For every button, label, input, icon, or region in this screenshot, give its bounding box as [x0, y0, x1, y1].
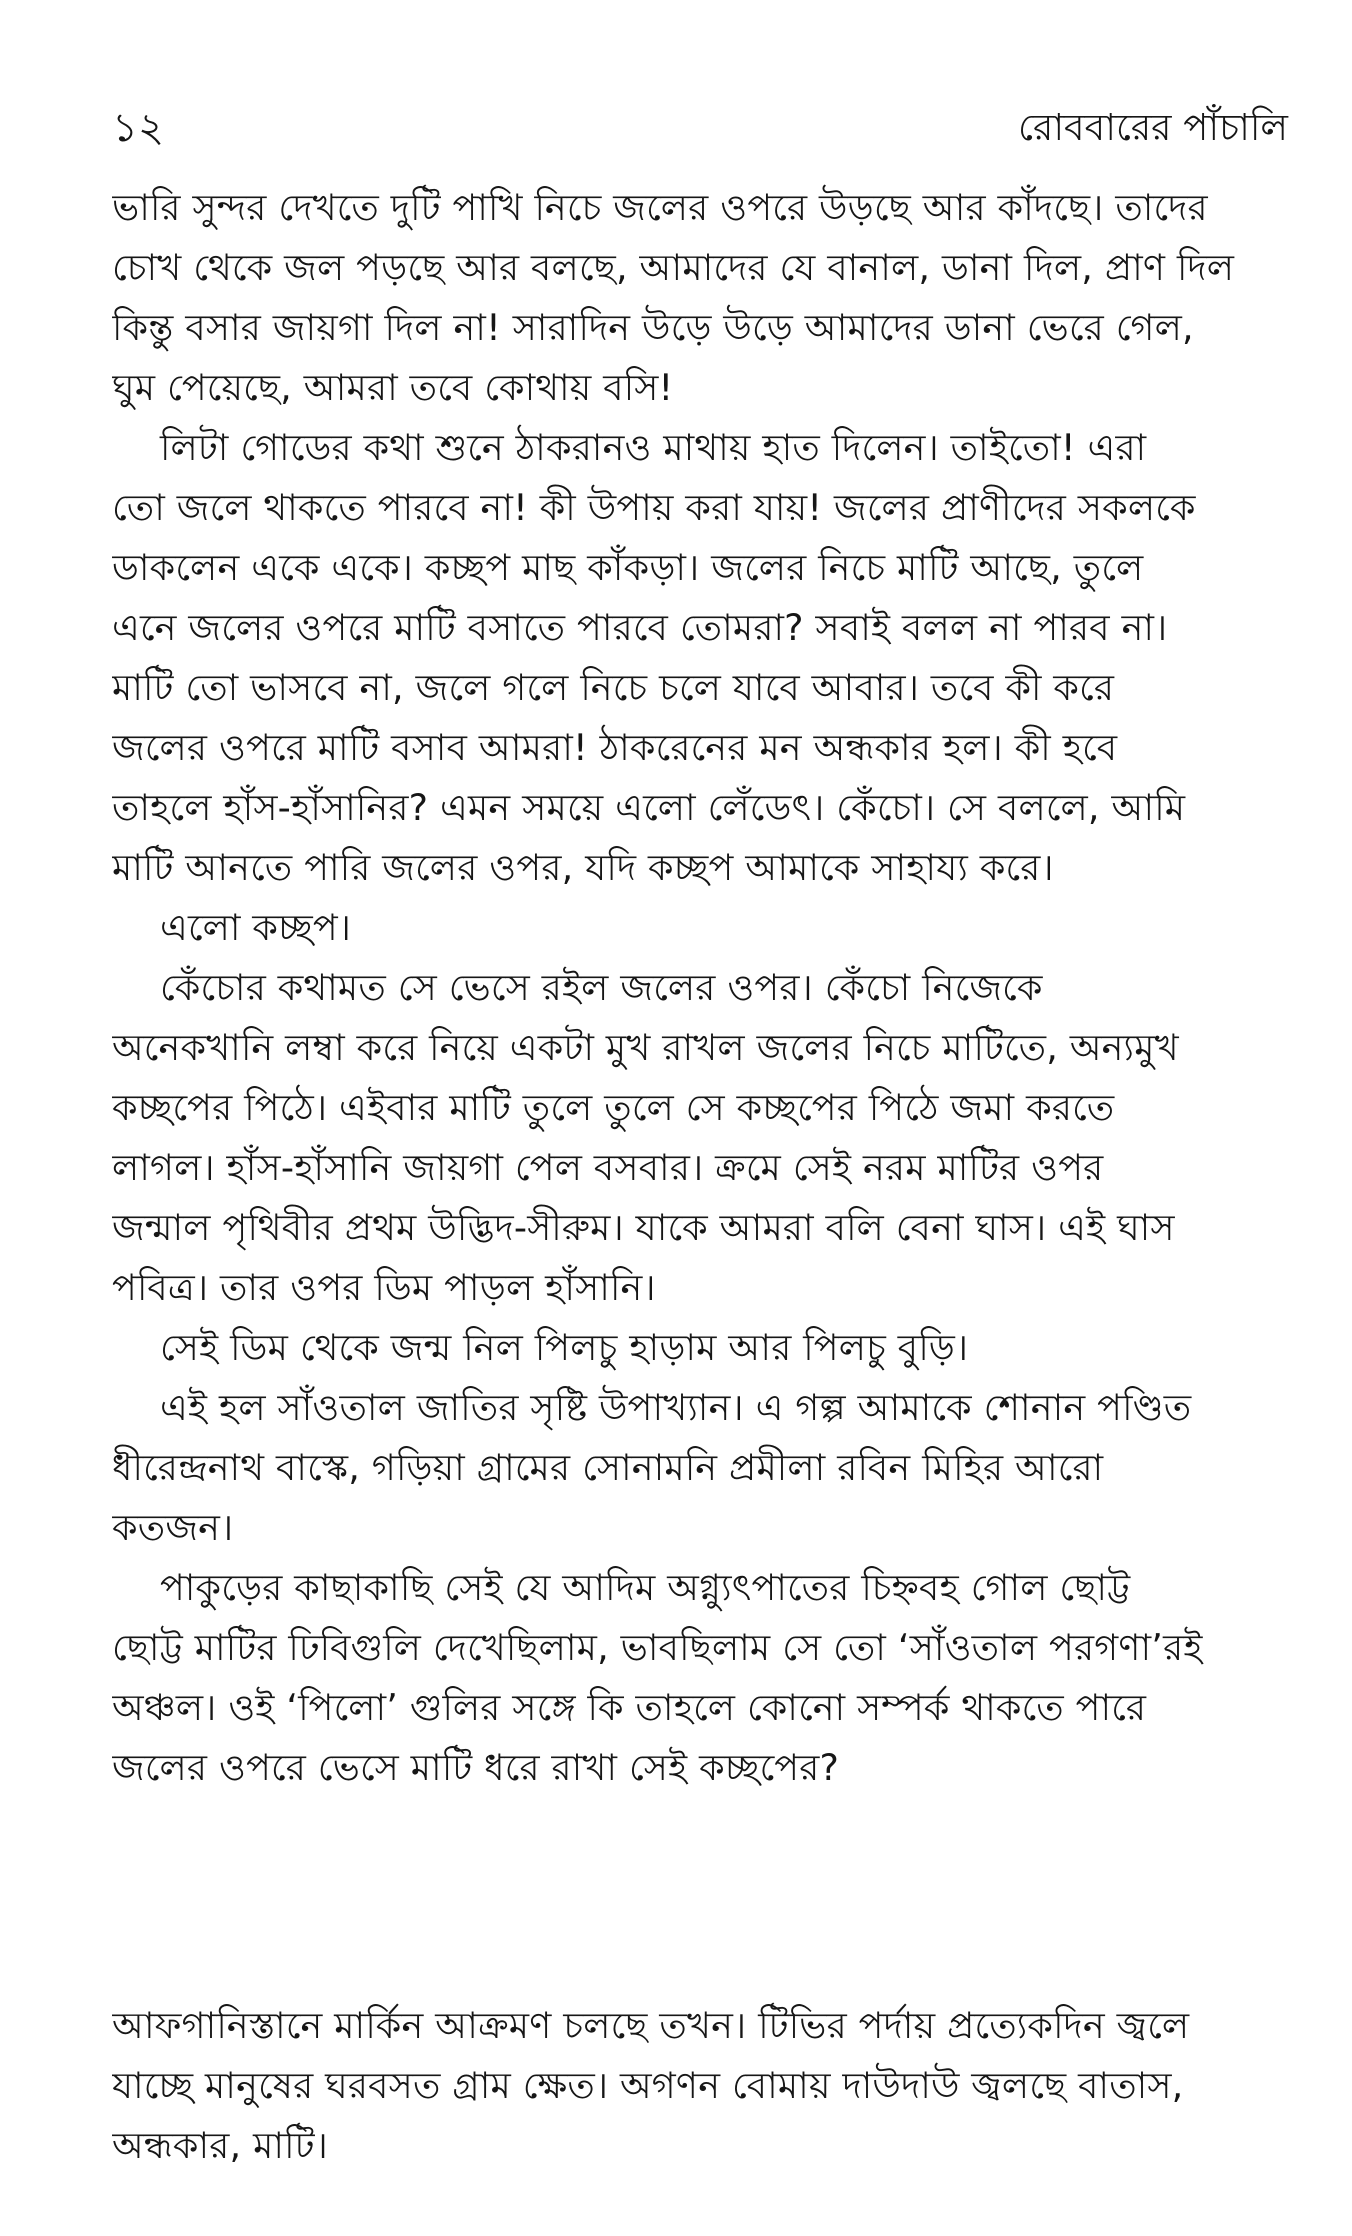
text-line: কিন্তু বসার জায়গা দিল না! সারাদিন উড়ে উড়ে আমাদের ডানা ভেরে গেল, [112, 306, 1194, 349]
text-line: লাগল। হাঁস-হাঁসানি জায়গা পেল বসবার। ক্রমে সেই নরম মাটির ওপর [112, 1146, 1104, 1189]
body-text-section-2 [112, 1996, 1298, 2176]
text-line: জন্মাল পৃথিবীর প্রথম উদ্ভিদ-সীরুম। যাকে আমরা বলি বেনা ঘাস। এই ঘাস [112, 1206, 1175, 1249]
text-line: ঘুম পেয়েছে, আমরা তবে কোথায় বসি! [112, 366, 674, 409]
text-line: এনে জলের ওপরে মাটি বসাতে পারবে তোমরা? সবাই বলল না পারব না। [112, 606, 1168, 649]
text-line: তো জলে থাকতে পারবে না! কী উপায় করা যায়! জলের প্রাণীদের সকলকে [112, 486, 1196, 529]
text-line: আফগানিস্তানে মার্কিন আক্রমণ চলছে তখন। টিভির পর্দায় প্রত্যেকদিন জ্বলে [112, 2004, 1190, 2047]
text-line: চোখ থেকে জল পড়ছে আর বলছে, আমাদের যে বানাল, ডানা দিল, প্রাণ দিল [112, 246, 1235, 289]
text-line: কচ্ছপের পিঠে। এইবার মাটি তুলে তুলে সে কচ্ছপের পিঠে জমা করতে [112, 1086, 1115, 1129]
text-line: তাহলে হাঁস-হাঁসানির? এমন সময়ে এলো লেঁডেৎ। কেঁচো। সে বললে, আমি [112, 786, 1186, 829]
text-line: কেঁচোর কথামত সে ভেসে রইল জলের ওপর। কেঁচো নিজেকে [160, 966, 1043, 1009]
text-line: এই হল সাঁওতাল জাতির সৃষ্টি উপাখ্যান। এ গল্প আমাকে শোনান পণ্ডিত [160, 1386, 1192, 1429]
text-line: অঞ্চল। ওই ‘পিলো’ গুলির সঙ্গে কি তাহলে কোনো সম্পর্ক থাকতে পারে [112, 1686, 1147, 1729]
text-line: ডাকলেন একে একে। কচ্ছপ মাছ কাঁকড়া। জলের নিচে মাটি আছে, তুলে [112, 546, 1144, 589]
running-title: রোববারের পাঁচালি [1017, 106, 1288, 149]
body-text [112, 178, 1298, 1798]
page-number: ১২ [112, 105, 164, 151]
text-line: ছোট্ট মাটির ঢিবিগুলি দেখেছিলাম, ভাবছিলাম সে তো ‘সাঁওতাল পরগণা’রই [112, 1626, 1203, 1669]
text-line: জলের ওপরে মাটি বসাব আমরা! ঠাকরেনের মন অন্ধকার হল। কী হবে [112, 726, 1118, 769]
text-line: ভারি সুন্দর দেখতে দুটি পাখি নিচে জলের ওপরে উড়ছে আর কাঁদছে। তাদের [112, 186, 1208, 229]
text-line: কতজন। [112, 1506, 234, 1549]
text-line: লিটা গোডের কথা শুনে ঠাকরানও মাথায় হাত দিলেন। তাইতো! এরা [160, 426, 1147, 469]
text-line: অন্ধকার, মাটি। [112, 2124, 328, 2167]
text-line: যাচ্ছে মানুষের ঘরবসত গ্রাম ক্ষেত। অগণন বোমায় দাউদাউ জ্বলছে বাতাস, [112, 2064, 1184, 2107]
text-line: মাটি তো ভাসবে না, জলে গলে নিচে চলে যাবে আবার। তবে কী করে [112, 666, 1115, 709]
text-line: এলো কচ্ছপ। [160, 906, 352, 949]
text-line: ধীরেন্দ্রনাথ বাস্কে, গড়িয়া গ্রামের সোনামনি প্রমীলা রবিন মিহির আরো [112, 1446, 1104, 1489]
text-line: জলের ওপরে ভেসে মাটি ধরে রাখা সেই কচ্ছপের? [112, 1746, 840, 1789]
page-header [112, 98, 1288, 158]
text-line: অনেকখানি লম্বা করে নিয়ে একটা মুখ রাখল জলের নিচে মাটিতে, অন্যমুখ [112, 1026, 1179, 1069]
text-line: সেই ডিম থেকে জন্ম নিল পিলচু হাড়াম আর পিলচু বুড়ি। [160, 1326, 969, 1369]
text-line: পবিত্র। তার ওপর ডিম পাড়ল হাঁসানি। [112, 1266, 656, 1309]
text-line: পাকুড়ের কাছাকাছি সেই যে আদিম অগ্ন্যুৎপাতের চিহ্নবহ গোল ছোট্ট [160, 1566, 1131, 1609]
text-line: মাটি আনতে পারি জলের ওপর, যদি কচ্ছপ আমাকে সাহায্য করে। [112, 846, 1054, 889]
